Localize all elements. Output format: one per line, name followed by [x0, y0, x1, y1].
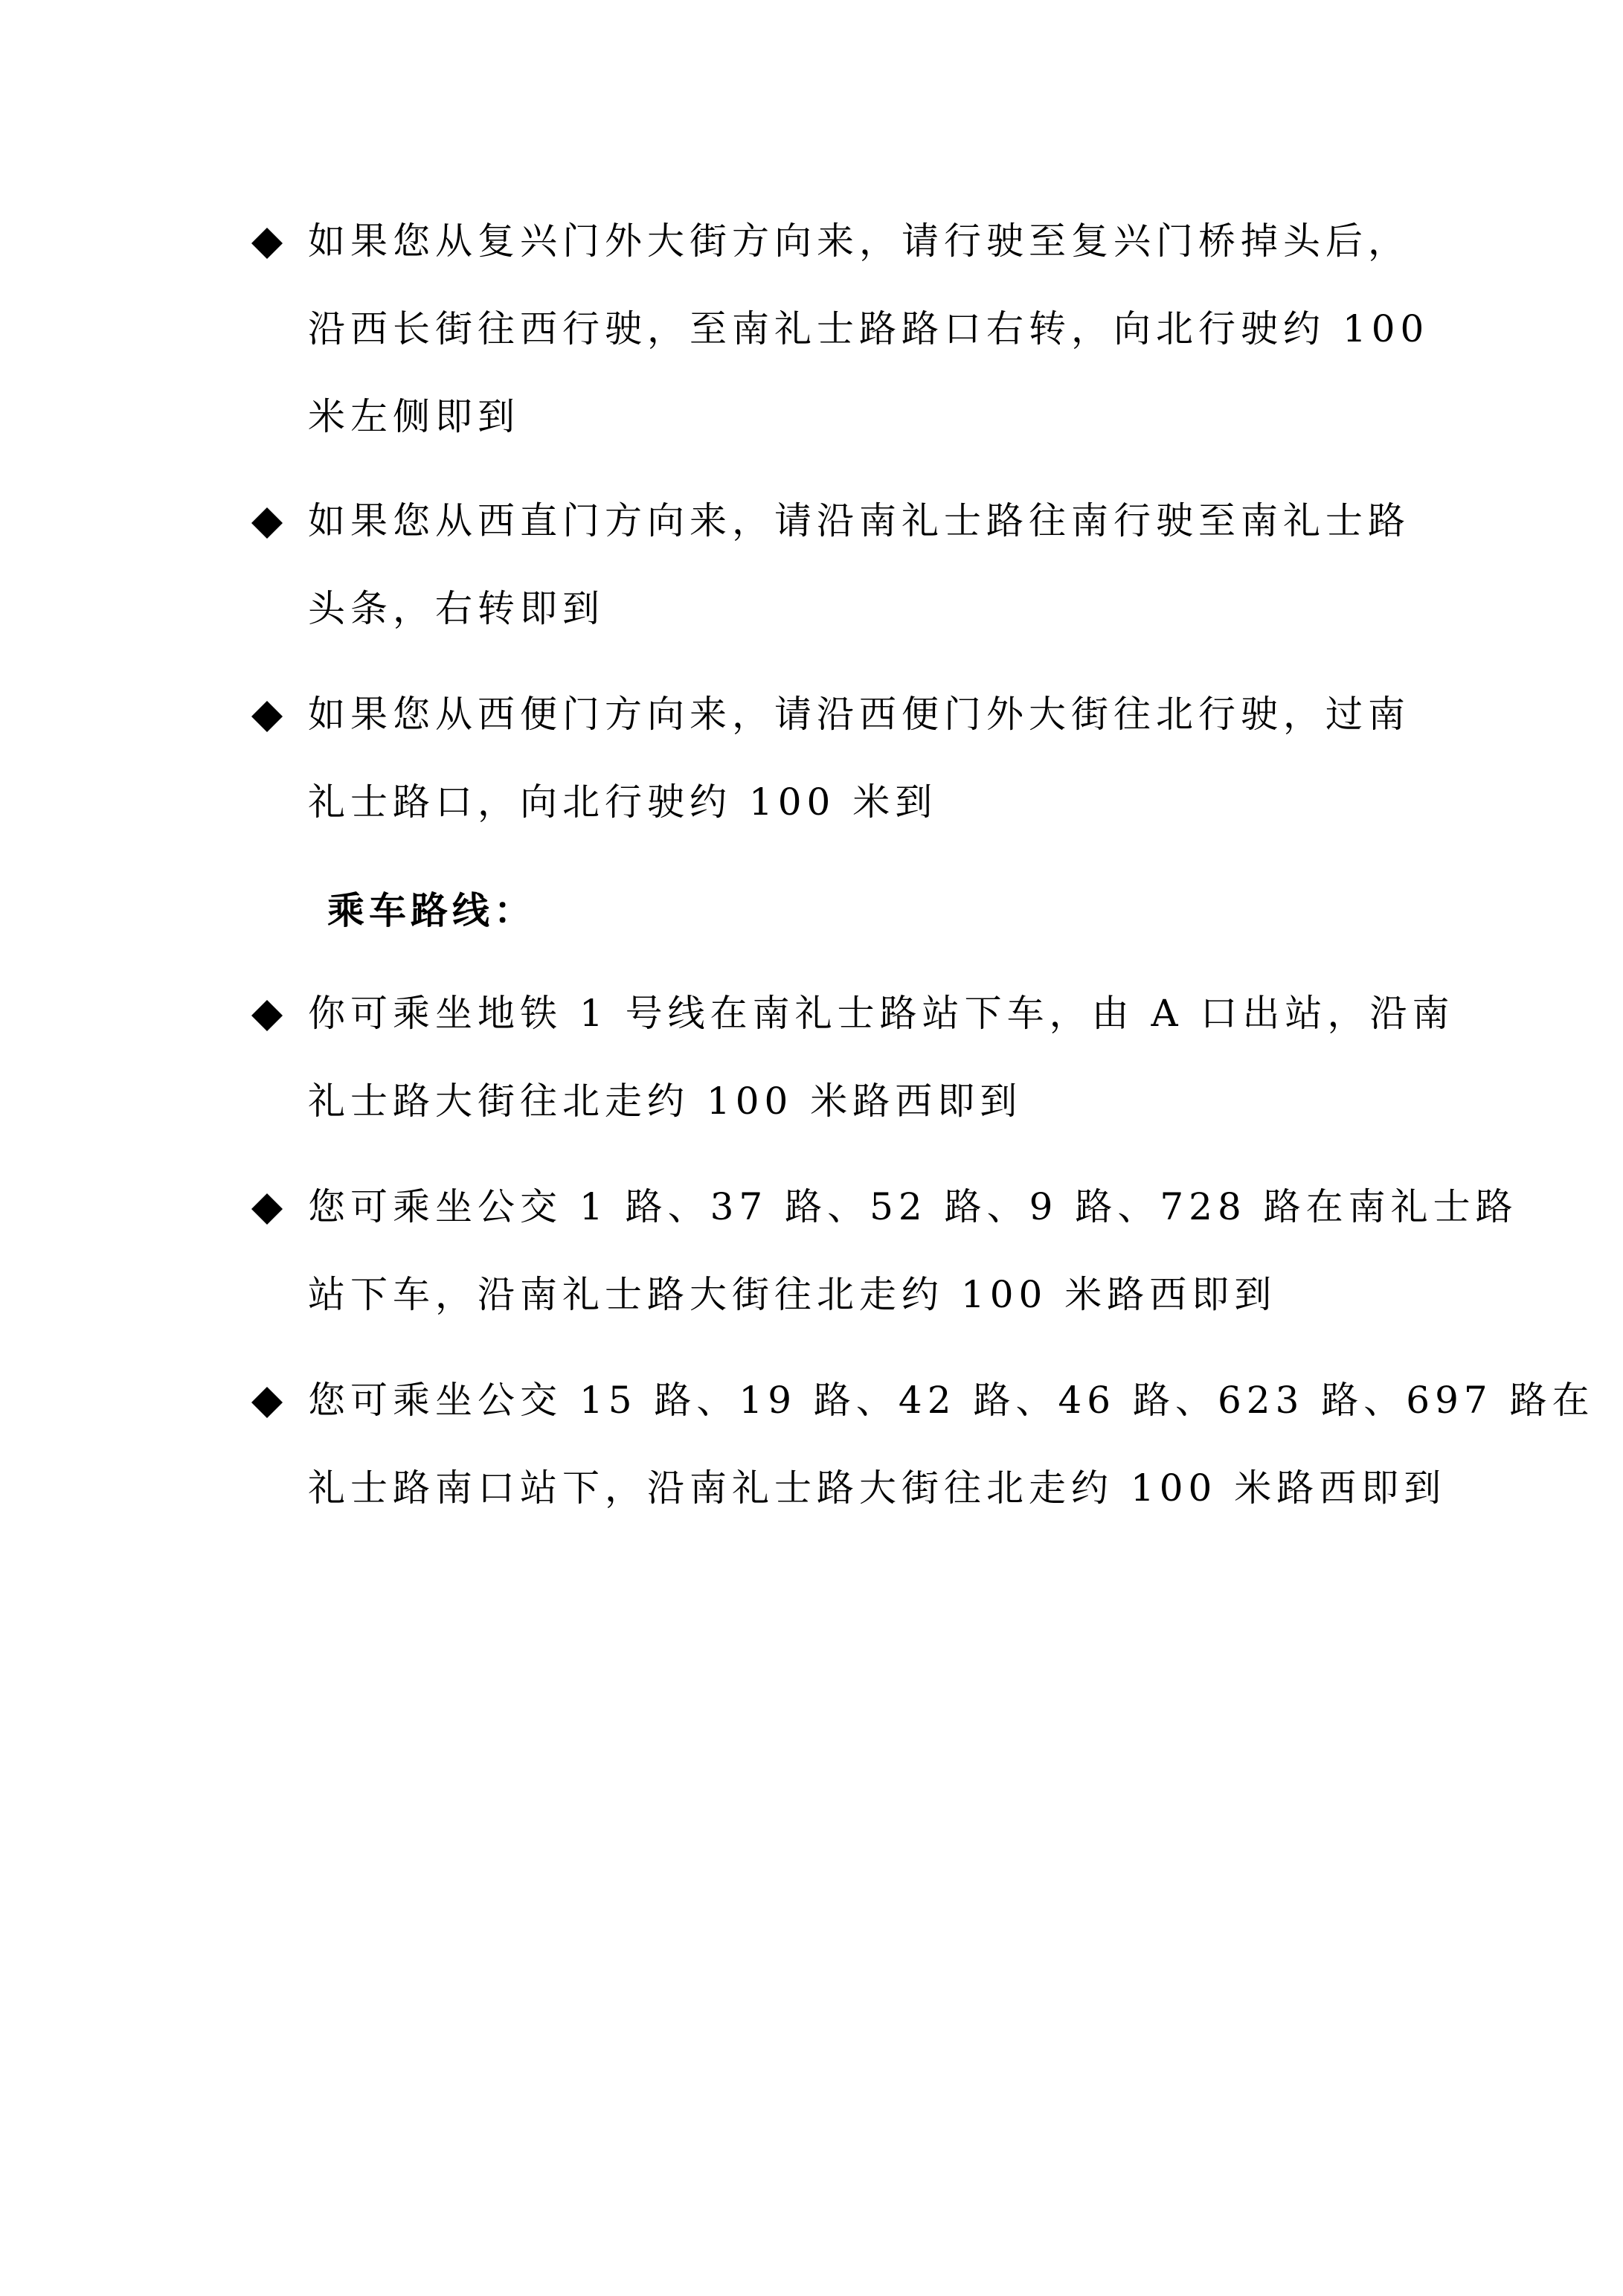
- diamond-bullet-icon: [251, 1387, 283, 1418]
- list-item-text: 你可乘坐地铁 1 号线在南礼士路站下车，由 A 口出站，沿南: [308, 992, 1455, 1035]
- diamond-bullet-icon: [251, 1193, 283, 1225]
- list-item-text: 头条，右转即到: [308, 587, 605, 630]
- list-item-text: 您可乘坐公交 15 路、19 路、42 路、46 路、623 路、697 路在: [308, 1379, 1595, 1422]
- list-item-text: 如果您从西便门方向来，请沿西便门外大街往北行驶，过南: [308, 693, 1410, 736]
- list-item-text: 如果您从复兴门外大街方向来，请行驶至复兴门桥掉头后，: [308, 219, 1410, 263]
- diamond-bullet-icon: [251, 228, 283, 259]
- list-item-text: 米左侧即到: [308, 395, 520, 438]
- list-item-text: 礼士路口，向北行驶约 100 米到: [308, 780, 938, 824]
- list-item-text: 礼士路南口站下，沿南礼士路大街往北走约 100 米路西即到: [308, 1466, 1447, 1510]
- list-item-text: 您可乘坐公交 1 路、37 路、52 路、9 路、728 路在南礼士路: [308, 1185, 1518, 1228]
- list-item-text: 沿西长街往西行驶，至南礼士路路口右转，向北行驶约 100: [308, 307, 1430, 350]
- diamond-bullet-icon: [251, 701, 283, 732]
- list-item-text: 礼士路大街往北走约 100 米路西即到: [308, 1080, 1023, 1123]
- diamond-bullet-icon: [251, 507, 283, 539]
- diamond-bullet-icon: [251, 1000, 283, 1031]
- list-item-text: 如果您从西直门方向来，请沿南礼士路往南行驶至南礼士路: [308, 499, 1410, 542]
- section-heading: 乘车路线：: [327, 889, 536, 932]
- list-item-text: 站下车，沿南礼士路大街往北走约 100 米路西即到: [308, 1273, 1277, 1316]
